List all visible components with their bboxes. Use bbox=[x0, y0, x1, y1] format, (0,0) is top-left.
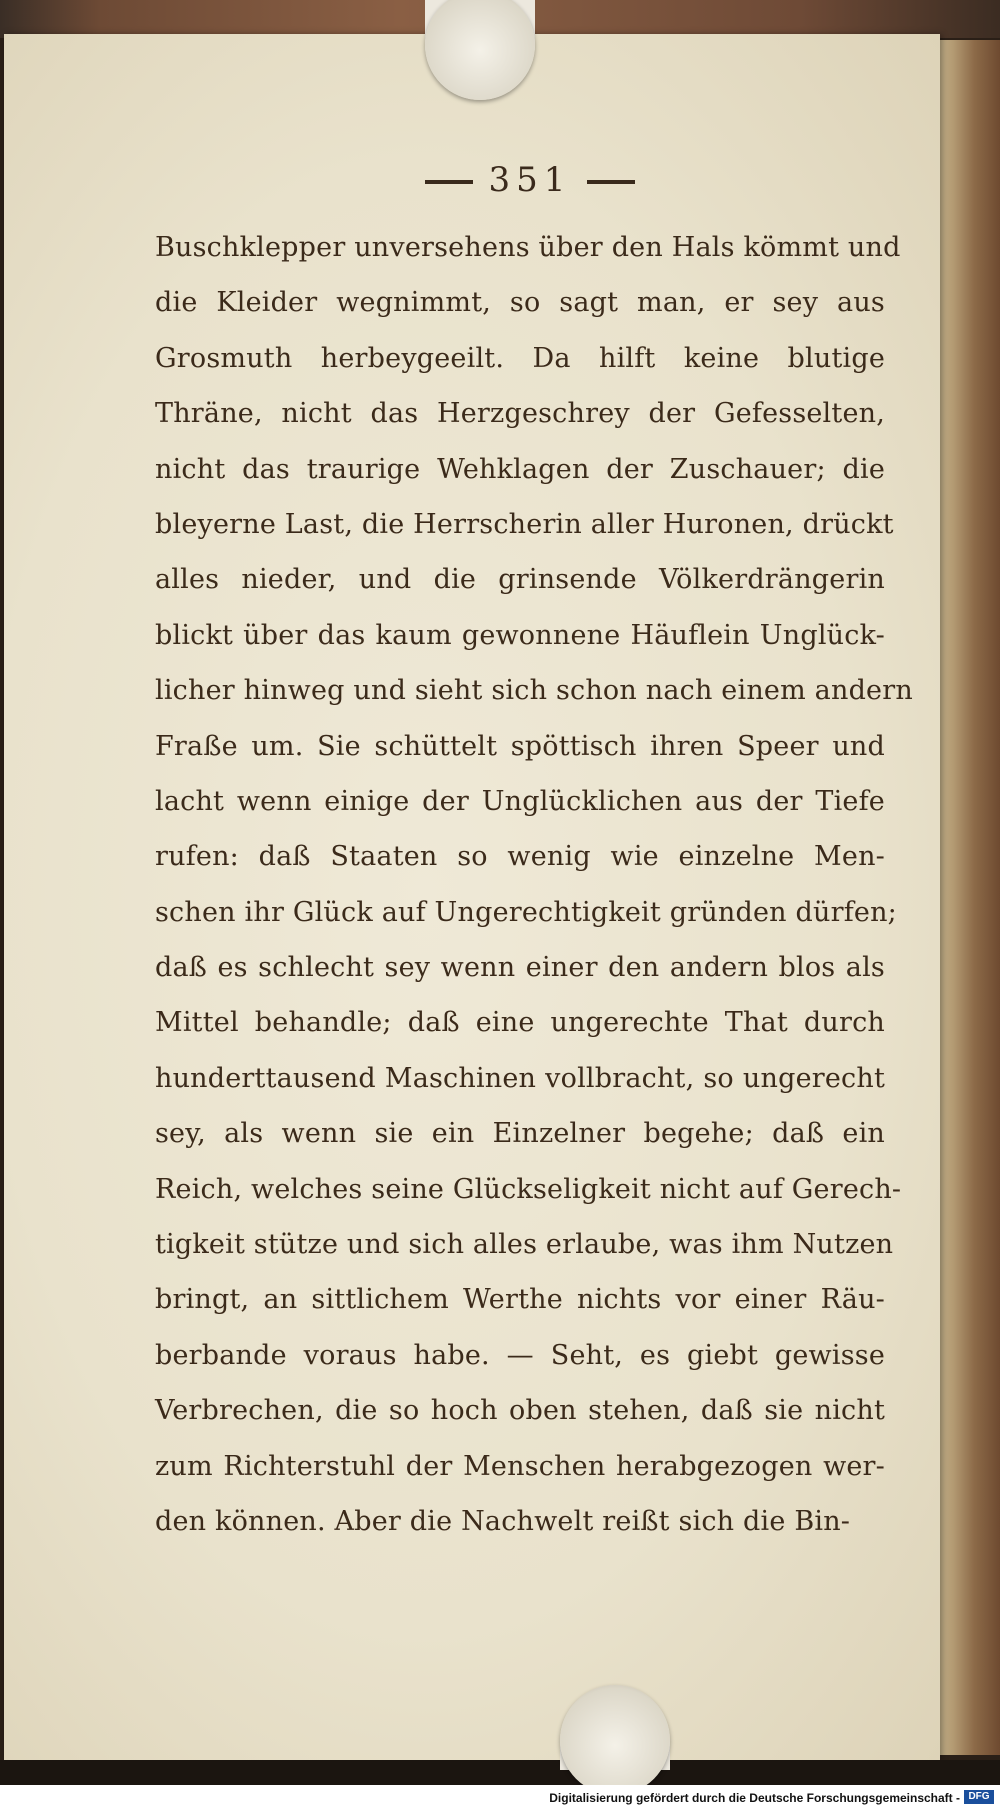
text-line: Thräne, nicht das Herzgeschrey der Gefesselten, bbox=[155, 398, 885, 430]
page-clip-bottom bbox=[560, 1685, 670, 1795]
text-line: alles nieder, und die grinsende Völkerdrängerin bbox=[155, 564, 885, 596]
text-line: Buschklepper unversehens über den Hals kömmt und bbox=[155, 232, 901, 263]
text-line: daß es schlecht sey wenn einer den andern blos als bbox=[155, 952, 885, 984]
digitization-credit: Digitalisierung gefördert durch die Deutsche Forschungsgemeinschaft - bbox=[549, 1791, 960, 1805]
text-line: Fraße um. Sie schüttelt spöttisch ihren Speer und bbox=[155, 730, 885, 762]
text-line: Reich, welches seine Glückseligkeit nicht auf Gerech- bbox=[155, 1173, 902, 1205]
body-text bbox=[155, 220, 913, 1549]
text-line: sey, als wenn sie ein Einzelner begehe; daß ein bbox=[155, 1118, 885, 1150]
text-line: lacht wenn einige der Unglücklichen aus der Tiefe bbox=[155, 785, 885, 817]
text-line: blickt über das kaum gewonnene Häuflein Unglück- bbox=[155, 619, 885, 651]
text-line: schen ihr Glück auf Ungerechtigkeit gründen dürfen; bbox=[155, 896, 897, 928]
text-line: berbande voraus habe. — Seht, es giebt gewisse bbox=[155, 1339, 885, 1371]
text-line: tigkeit stütze und sich alles erlaube, was ihm Nutzen bbox=[155, 1229, 894, 1261]
text-line: den können. Aber die Nachwelt reißt sich die Bin- bbox=[155, 1505, 851, 1537]
text-line: licher hinweg und sieht sich schon nach einem andern bbox=[155, 675, 913, 707]
text-line: bleyerne Last, die Herrscherin aller Huronen, drückt bbox=[155, 508, 894, 540]
text-line: bringt, an sittlichem Werthe nichts vor einer Räu- bbox=[155, 1284, 885, 1316]
page-number-dash-right bbox=[587, 180, 635, 184]
text-line: Verbrechen, die so hoch oben stehen, daß sie nicht bbox=[155, 1395, 885, 1427]
page-number-value: 351 bbox=[488, 160, 572, 200]
text-line: hunderttausend Maschinen vollbracht, so ungerecht bbox=[155, 1062, 885, 1094]
text-line: zum Richterstuhl der Menschen herabgezogen wer- bbox=[155, 1450, 885, 1482]
text-line: Mittel behandle; daß eine ungerechte That durch bbox=[155, 1007, 885, 1039]
dfg-logo: DFG bbox=[964, 1790, 994, 1804]
text-line: nicht das traurige Wehklagen der Zuschauer; die bbox=[155, 453, 885, 485]
text-line: die Kleider wegnimmt, so sagt man, er sey aus bbox=[155, 287, 885, 319]
text-line: Grosmuth herbeygeeilt. Da hilft keine blutige bbox=[155, 342, 885, 374]
page-number-dash-left bbox=[425, 180, 473, 184]
text-line: rufen: daß Staaten so wenig wie einzelne Men- bbox=[155, 841, 885, 873]
page-number bbox=[380, 160, 680, 200]
